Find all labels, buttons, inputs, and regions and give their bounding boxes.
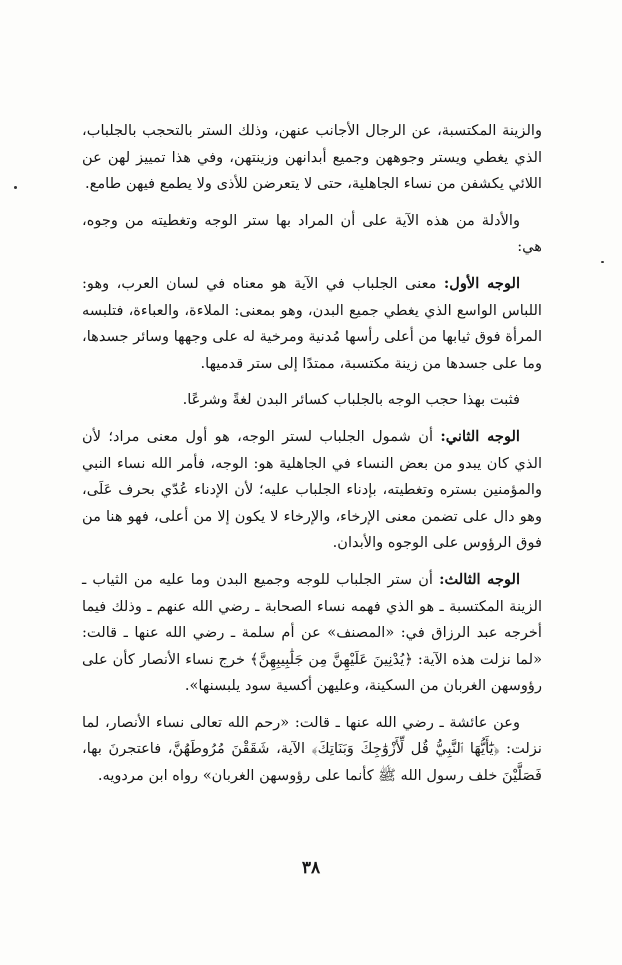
paragraph-7-text: وعن عائشة ـ رضي الله عنها ـ قالت: «رحم الله تعالى نساء الأنصار، لما نزلت: ﴿يَٰٓأَيُّهَا ٱلنَّبِيُّ قُل لِّأَزْوَٰجِكَ وَبَنَاتِكَ﴾ الآية، شَقَقْنَ مُرُوطَهُنَّ، فاعتجرنَ بها، فَصَلَّيْنَ خلف رسول الله ﷺ كأنما على رؤوسهن الغربان» رواه ابن مردويه. <box>82 713 542 785</box>
margin-speck-1 <box>14 186 17 189</box>
book-page-text <box>82 118 542 800</box>
paragraph-3 <box>82 271 542 377</box>
paragraph-5 <box>82 424 542 557</box>
paragraph-2-text: والأدلة من هذه الآية على أن المراد بها ستر الوجه وتغطيته من وجوه، هي: <box>82 211 542 256</box>
paragraph-4-text: فثبت بهذا حجب الوجه بالجلباب كسائر البدن لغةً وشرعًا. <box>182 391 520 409</box>
page-number: ٣٨ <box>301 858 321 878</box>
section-heading-second-aspect: الوجه الثاني: <box>440 427 520 445</box>
section-heading-first-aspect: الوجه الأول: <box>443 274 520 292</box>
paragraph-3-text: معنى الجلباب في الآية هو معناه في لسان العرب، وهو: اللباس الواسع الذي يغطي جميع البدن، وهو بمعنى: الملاءة، والعباءة، فتلبسه المرأة فوق ثيابها من أعلى رأسها مُدنية ومرخية له على وجهها وسائر جسدها، وما على جسدها من زينة مكتسبة، ممتدًا إلى ستر قدميها. <box>82 274 542 372</box>
paragraph-2 <box>82 208 542 261</box>
paragraph-1-text: والزينة المكتسبة، عن الرجال الأجانب عنهن، وذلك الستر بالتحجب بالجلباب، الذي يغطي ويستر وجوههن وجميع أبدانهن وزينتهن، وفي هذا تمييز لهن عن اللائي يكشفن من نساء الجاهلية، حتى لا يتعرضن للأذى ولا يطمع فيهن طامع. <box>82 122 542 193</box>
paragraph-4 <box>82 387 542 414</box>
paragraph-6 <box>82 567 542 700</box>
paragraph-6-text: أن ستر الجلباب للوجه وجميع البدن وما عليه من الثياب ـ الزينة المكتسبة ـ هو الذي فهمه نساء الصحابة ـ رضي الله عنهم ـ وذلك فيما أخرجه عبد الرزاق في: «المصنف» عن أم سلمة ـ رضي الله عنها ـ قالت: «لما نزلت هذه الآية: ﴿يُدْنِينَ عَلَيْهِنَّ مِن جَلَٰبِيبِهِنَّ﴾ خرج نساء الأنصار كأن على رؤوسهن الغربان من السكينة، وعليهن أكسية سود يلبسنها». <box>82 570 542 695</box>
paragraph-1 <box>82 118 542 198</box>
section-heading-third-aspect: الوجه الثالث: <box>439 570 520 588</box>
paragraph-5-text: أن شمول الجلباب لستر الوجه، هو أول معنى مراد؛ لأن الذي كان يبدو من بعض النساء في الجاهلية هو: الوجه، فأمر الله نساء النبي والمؤمنين بستره وتغطيته، بإدناء الجلباب عليه؛ لأن الإدناء عُدّي بحرف عَلَى، وهو دال على تضمن معنى الإرخاء، والإرخاء لا يكون إلا من أعلى، فهو هنا من فوق الرؤوس على الوجوه والأبدان. <box>82 427 542 552</box>
margin-speck-2 <box>601 261 604 263</box>
paragraph-7 <box>82 710 542 790</box>
